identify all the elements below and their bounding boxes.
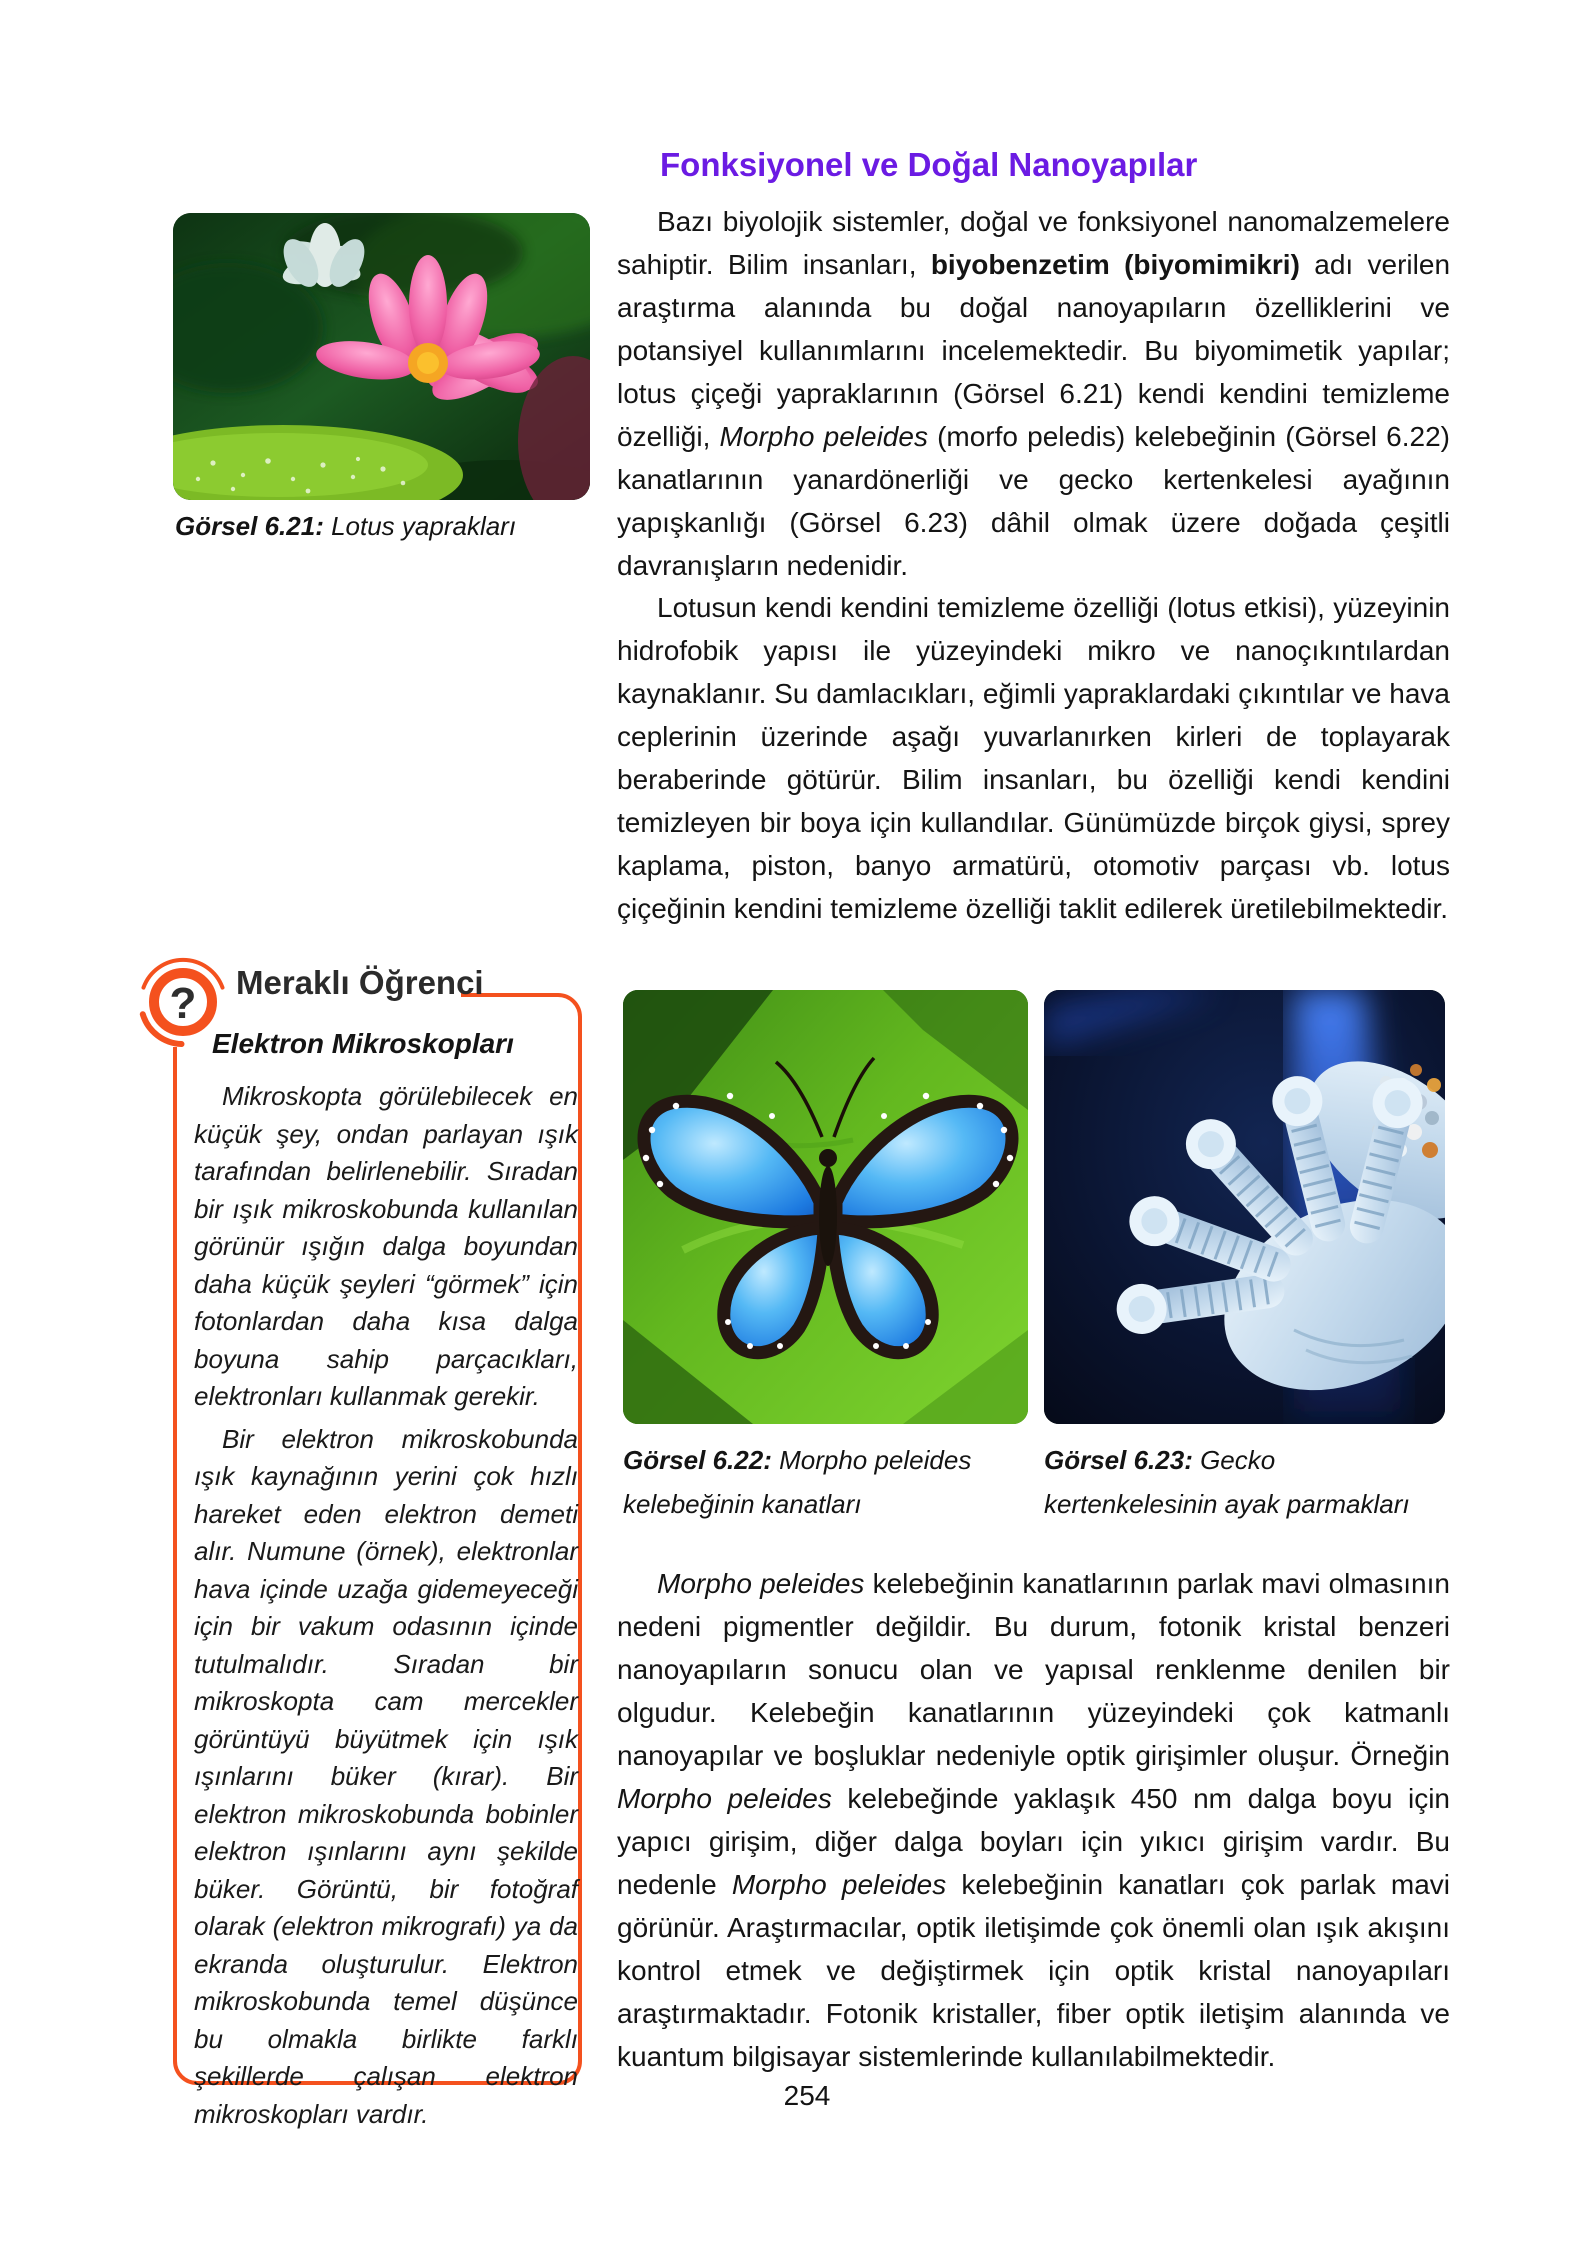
curious-box-title: Meraklı Öğrenci	[236, 964, 484, 1001]
butterfly-photo	[623, 990, 1028, 1424]
page-title: Fonksiyonel ve Doğal Nanoyapılar	[660, 146, 1198, 183]
butterfly-photo-art	[623, 990, 1028, 1424]
figure-6-22-caption: Görsel 6.22: Morpho peleides kelebeğinin kanatları	[623, 1445, 972, 1519]
curious-box-body	[194, 1078, 578, 2138]
gecko-photo	[1044, 990, 1445, 1424]
main-paragraph: Morpho peleides kelebeğinin kanatlarının parlak mavi olmasının nedeni pigmentler değildir. Bu durum, fotonik kristal benzeri nanoyapıların sonucu olan ve yapısal renklenme denilen bir olgudur. Kelebeğin kanatlarının yüzeyindeki çok katmanlı nanoyapılar ve boşluklar nedeniyle optik girişimler oluşur. Örneğin Morpho peleides kelebeğinde yaklaşık 450 nm dalga boyu için yapıcı girişim, diğer dalga boyları için yıkıcı girişim vardır. Bu nedenle Morpho peleides kelebeğinin kanatları çok parlak mavi görünür. Araştırmacılar, optik iletişimde çok önemli olan ışık akışını kontrol etmek ve değiştirmek için optik kristal nanoyapıları araştırmaktadır. Fotonik kristaller, fiber optik iletişim alanında ve kuantum bilgisayar sistemlerinde kullanılabilmektedir.	[617, 1568, 1450, 2072]
page-number: 254	[783, 2080, 831, 2111]
lotus-photo-art	[173, 213, 590, 500]
question-glyph: ?	[169, 979, 197, 1028]
curious-box-subtitle: Elektron Mikroskopları	[212, 1028, 514, 1059]
curious-box-paragraph-1: Mikroskopta görülebilecek en küçük şey, ondan parlayan ışık tarafından belirlenebilir. Sıradan bir ışık mikroskobunda kullanılan görünür ışığın dalga boyundan daha küçük şeyleri “görmek” için fotonlardan daha kısa dalga boyuna sahip parçacıkları, elektronları kullanmak gerekir.	[194, 1081, 578, 1411]
intro-paragraph-2: Lotusun kendi kendini temizleme özelliği (lotus etkisi), yüzeyinin hidrofobik yapısı ile yüzeyindeki mikro ve nanoçıkıntılardan kaynaklanır. Su damlacıkları, eğimli yapraklardaki çıkıntılar ve hava ceplerinin üzerinde aşağı yuvarlanırken kirleri de toplayarak beraberinde götürür. Bilim insanları, bu özelliği kendi kendini temizleyen bir boya için kullandılar. Günümüzde birçok giysi, sprey kaplama, piston, banyo armatürü, otomotiv parçası vb. lotus çiçeğinin kendini temizleme özelliği taklit edilerek üretilebilmektedir.	[617, 592, 1450, 924]
gecko-photo-art	[1044, 990, 1445, 1424]
intro-paragraph-1: Bazı biyolojik sistemler, doğal ve fonksiyonel nanomalzemelere sahiptir. Bilim insanları, biyobenzetim (biyomimikri) adı verilen araştırma alanında bu doğal nanoyapıların özelliklerini ve potansiyel kullanımlarını incelemektedir. Bu biyomimetik yapılar; lotus çiçeği yapraklarının (Görsel 6.21) kendi kendini temizleme özelliği, Morpho peleides (morfo peledis) kelebeğinin (Görsel 6.22) kanatlarının yanardönerliği ve gecko kertenkelesi ayağının yapışkanlığı (Görsel 6.23) dâhil olmak üzere doğada çeşitli davranışların nedenidir.	[617, 206, 1451, 581]
figure-6-21-caption: Görsel 6.21: Lotus yaprakları	[175, 511, 517, 541]
curious-box-paragraph-2: Bir elektron mikroskobunda ışık kaynağının yerini çok hızlı hareket eden elektron demeti alır. Numune (örnek), elektronlar hava içinde uzağa gidemeyeceği için bir vakum odasının içinde tutulmalıdır. Sıradan bir mikroskopta cam mercekler görüntüyü büyütmek için ışık ışınlarını büker (kırar). Bir elektron mikroskobunda bobinler elektron ışınlarını aynı şekilde büker. Görüntü, bir fotoğraf olarak (elektron mikrografı) ya da ekranda oluşturulur. Elektron mikroskobunda temel düşünce bu olmakla birlikte farklı şekillerde çalışan elektron mikroskopları vardır.	[194, 1423, 578, 2129]
figure-6-23-caption: Görsel 6.23: Gecko kertenkelesinin ayak parmakları	[1044, 1445, 1410, 1519]
lotus-photo	[173, 213, 590, 500]
